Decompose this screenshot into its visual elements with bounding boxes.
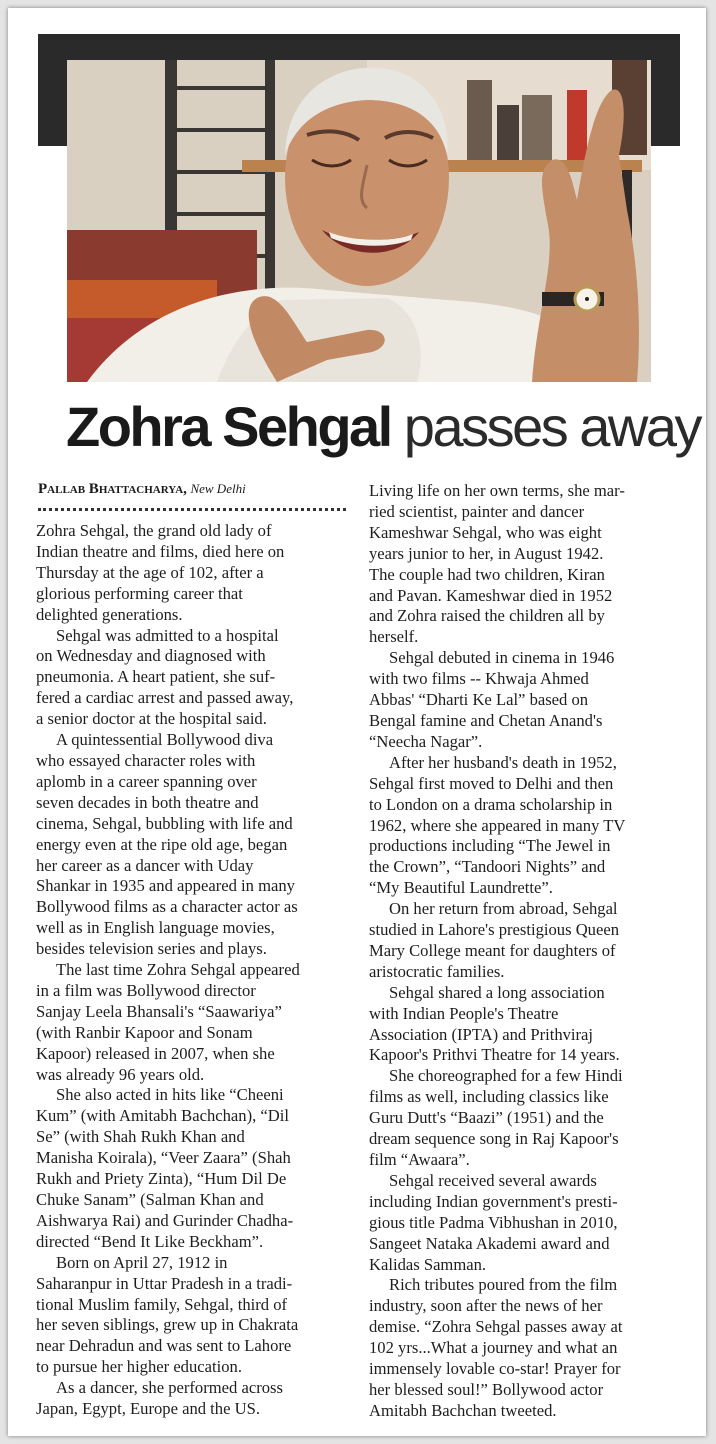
paragraph: Sehgal debuted in cinema in 1946 with two films -- Khwaja Ahmed Abbas' “Dharti Ke Lal” based on Bengal famine and Chetan Anand's “Neecha Nagar”. <box>369 648 615 751</box>
paragraph: After her husband's death in 1952, Sehgal first moved to Delhi and then to London on a drama scholarship in 1962, where she appeared in many TV productions including “The Jewel in the Crown”, “Tandoori Nights” and “My Beautiful Laundrette”. <box>369 752 626 898</box>
paragraph: Zohra Sehgal, the grand old lady of Indian theatre and films, died here on Thursday at the age of 102, after a glorious performing career that delighted generations. <box>36 521 285 624</box>
newspaper-page <box>8 8 706 1436</box>
paragraph: As a dancer, she performed across Japan, Egypt, Europe and the US. <box>36 1378 283 1419</box>
paragraph: She also acted in hits like “Cheeni Kum” (with Amitabh Bachchan), “Dil Se” (with Shah Rukh Khan and Manisha Koirala), “Veer Zaara” (Shah Rukh and Priety Zinta), “Hum Dil De Chuke Sanam” (Salman Khan and Aishwarya Rai) and Gurinder Chadha- directed “Bend It Like Beckham”. <box>36 1085 294 1251</box>
paragraph: Sehgal was admitted to a hospital on Wednesday and diagnosed with pneumonia. A heart patient, she suf- fered a cardiac arrest and passed away, a senior doctor at the hospital said. <box>36 625 294 729</box>
byline <box>38 481 246 498</box>
headline-light: passes away <box>403 395 701 458</box>
article-column-2 <box>369 481 699 1422</box>
paragraph: The last time Zohra Sehgal appeared in a film was Bollywood director Sanjay Leela Bhansali's “Saawariya” (with Ranbir Kapoor and Sonam Kapoor) released in 2007, when she was already 96 years old. <box>36 960 300 1084</box>
dotted-divider <box>38 508 346 511</box>
headline-bold: Zohra Sehgal <box>66 395 391 458</box>
byline-place: New Delhi <box>190 481 246 496</box>
byline-name: Pallab Bhattacharya, <box>38 481 187 497</box>
paragraph: Rich tributes poured from the film industry, soon after the news of her demise. “Zohra Sehgal passes away at 102 yrs...What a journey and what an immensely lovable co-star! Prayer for her blessed soul!” Bollywood actor Amitabh Bachchan tweeted. <box>369 1275 623 1420</box>
paragraph: Sehgal shared a long association with Indian People's Theatre Association (IPTA) and Prithviraj Kapoor's Prithvi Theatre for 14 years. <box>369 982 620 1065</box>
paragraph: Sehgal received several awards including Indian government's presti- gious title Padma Vibhushan in 2010, Sangeet Nataka Akademi award and Kalidas Samman. <box>369 1170 618 1274</box>
portrait-illustration <box>67 60 651 382</box>
article-column-1 <box>36 521 366 1420</box>
headline <box>66 392 701 462</box>
paragraph: A quintessential Bollywood diva who essayed character roles with aplomb in a career spanning over seven decades in both theatre and cinema, Sehgal, bubbling with life and energy even at the ripe old age, began her career as a dancer with Uday Shankar in 1935 and appeared in many Bollywood films as a character actor as well as in English language movies, besides television series and plays. <box>36 730 298 959</box>
paragraph: Living life on her own terms, she mar- ried scientist, painter and dancer Kameshwar Sehgal, who was eight years junior to her, in August 1942. The couple had two children, Kiran and Pavan. Kameshwar died in 1952 and Zohra raised the children all by herself. <box>369 481 625 647</box>
paragraph: She choreographed for a few Hindi films as well, including classics like Guru Dutt's “Baazi” (1951) and the dream sequence song in Raj Kapoor's film “Awaara”. <box>369 1066 623 1169</box>
paragraph: On her return from abroad, Sehgal studied in Lahore's prestigious Queen Mary College meant for daughters of aristocratic families. <box>369 899 620 981</box>
paragraph: Born on April 27, 1912 in Saharanpur in Uttar Pradesh in a tradi- tional Muslim family, Sehgal, third of her seven siblings, grew up in Chakrata near Dehradun and was sent to Lahore to pursue her higher education. <box>36 1252 299 1377</box>
portrait-photo <box>67 60 651 382</box>
